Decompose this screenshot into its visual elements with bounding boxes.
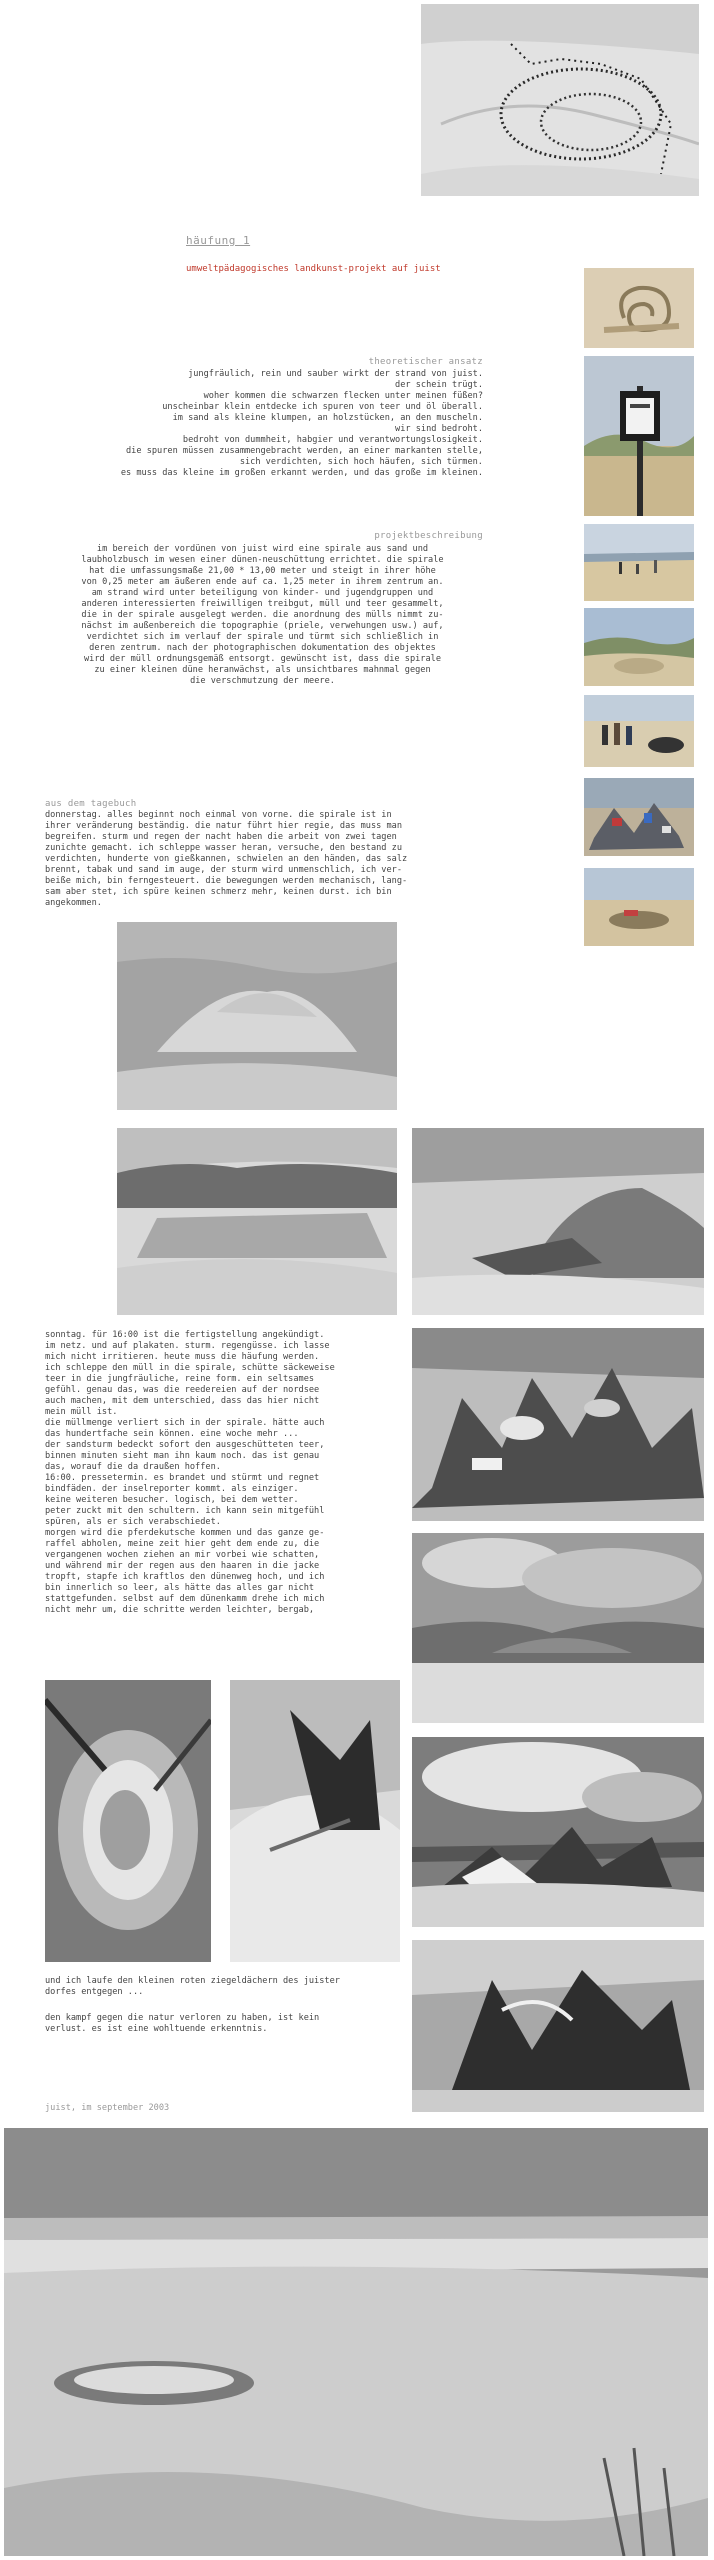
project-line: verdichtet sich im verlauf der spirale und türmt sich schließlich in (86, 632, 439, 642)
photo-nest-closeup (45, 1680, 211, 1962)
photo-dune-wall-right (412, 1128, 704, 1315)
project-line: wird der müll ordnungsgemäß entsorgt. gewünscht ist, dass die spirale (84, 654, 441, 664)
diary-line: begreifen. sturm und regen der nacht haben die arbeit von zwei tagen (45, 832, 397, 842)
diary-line: sonntag. für 16:00 ist die fertigstellung angekündigt. (45, 1330, 325, 1340)
theory-line: der schein trügt. (395, 380, 483, 390)
project-line: deren zentrum. nach der photographischen dokumentation des objektes (89, 643, 436, 653)
diary-line: spüren, als er sich verabschiedet. (45, 1517, 221, 1527)
diary-line: im netz. und auf plakaten. sturm. regengüsse. ich lasse (45, 1341, 330, 1351)
diary-paragraph-2 (45, 1330, 405, 1616)
photo-dune-wall-left (117, 1128, 397, 1315)
project-line: laubholzbusch im wesen einer dünen-neuschüttung errichtet. die spirale (81, 555, 444, 565)
thumbnail-debris-pile[interactable] (584, 778, 694, 856)
diary-line: stattgefunden. selbst auf dem dünenkamm drehe ich mich (45, 1594, 325, 1604)
project-line: hat die umfassungsmaße 21,00 * 13,00 meter und steigt in ihrer höhe (89, 566, 436, 576)
diary-line: gefühl. genau das, was die reedereien auf der nordsee (45, 1385, 320, 1395)
photo-wreckage-closeup (412, 1940, 704, 2112)
project-line: im bereich der vordünen von juist wird eine spirale aus sand und (96, 544, 429, 554)
signature: juist, im september 2003 (45, 2103, 170, 2113)
theory-line: jungfräulich, rein und sauber wirkt der strand von juist. (188, 369, 483, 379)
section-heading-project: projektbeschreibung (374, 531, 483, 541)
diary-paragraph-3 (45, 1976, 425, 1998)
diary-line: nicht mehr um, die schritte werden leichter, bergab, (45, 1605, 315, 1615)
section-project (40, 544, 485, 687)
diary-line: morgen wird die pferdekutsche kommen und das ganze ge- (45, 1528, 325, 1538)
theory-line: wir sind bedroht. (395, 424, 483, 434)
theory-line: die spuren müssen zusammengebracht werden, an einer markanten stelle, (126, 446, 483, 456)
theory-line: unscheinbar klein entdecke ich spuren von teer und öl überall. (162, 402, 483, 412)
theory-line: im sand als kleine klumpen, an holzstücken, an den muscheln. (172, 413, 483, 423)
diary-line: verdichten, hunderte von gießkannen, schwielen an den händen, das salz (45, 854, 408, 864)
thumbnail-beach-people[interactable] (584, 524, 694, 601)
diary-line: vergangenen wochen ziehen an mir vorbei wie schatten, (45, 1550, 320, 1560)
photo-sand-mound (117, 922, 397, 1110)
page-title: häufung 1 (186, 234, 251, 247)
diary-paragraph-4 (45, 2013, 425, 2035)
diary-line: binnen minuten sieht man ihn kaum noch. das ist genau (45, 1451, 320, 1461)
theory-line: bedroht von dummheit, habgier und verantwortungslosigkeit. (182, 435, 483, 445)
diary-line: raffel abholen, meine zeit hier geht dem ende zu, die (45, 1539, 320, 1549)
diary-line: tropft, stapfe ich kraftlos den dünenweg hoch, und ich (45, 1572, 325, 1582)
photo-wreckage-sky (412, 1737, 704, 1927)
diary-line: das hundertfache sein können. eine woche mehr ... (45, 1429, 299, 1439)
diary-line: zunichte gemacht. ich schleppe wasser heran, versuche, den bestand zu (45, 843, 402, 853)
diary-line: donnerstag. alles beginnt noch einmal von vorne. die spirale ist in (45, 810, 392, 820)
diary-line: brennt, tabak und sand im auge, der sturm wird unmenschlich, ich ver- (45, 865, 402, 875)
diary-line: und ich laufe den kleinen roten ziegeldächern des juister (45, 1976, 340, 1986)
diary-line: ich schleppe den müll in die spirale, schütte säckeweise (45, 1363, 335, 1373)
diary-line: teer in die jungfräuliche, reine form. ein seltsames (45, 1374, 315, 1384)
diary-paragraph-1 (45, 810, 485, 909)
thumbnail-spiral-sketch[interactable] (584, 268, 694, 348)
diary-line: die müllmenge verliert sich in der spirale. hätte auch (45, 1418, 325, 1428)
photo-wood-on-sand (230, 1680, 400, 1962)
theory-line: woher kommen die schwarzen flecken unter meinen füßen? (203, 391, 483, 401)
diary-line: mein müll ist. (45, 1407, 118, 1417)
project-line: die in der spirale ausgelegt werden. die anordnung des mülls nimmt zu- (81, 610, 444, 620)
diary-line: bindfäden. der inselreporter kommt. als einziger. (45, 1484, 299, 1494)
diary-line: den kampf gegen die natur verloren zu haben, ist kein (45, 2013, 320, 2023)
page-subtitle: umweltpädagogisches landkunst-projekt auf juist (186, 264, 441, 274)
photo-sky-dune (412, 1533, 704, 1723)
diary-line: bin innerlich so leer, als hätte das alles gar nicht (45, 1583, 315, 1593)
section-heading-theory: theoretischer ansatz (368, 357, 483, 367)
diary-line: dorfes entgegen ... (45, 1987, 144, 1997)
diary-line: und während mir der regen aus den haaren in die jacke (45, 1561, 320, 1571)
section-theory (20, 369, 483, 479)
thumbnail-sign-post[interactable] (584, 356, 694, 516)
diary-line: verlust. es ist eine wohltuende erkenntnis. (45, 2024, 268, 2034)
photo-debris-closeup (412, 1328, 704, 1521)
diary-line: mich nicht irritieren. heute muss die häufung werden. (45, 1352, 320, 1362)
project-line: die verschmutzung der meere. (190, 676, 335, 686)
diary-line: ihrer veränderung beständig. die natur führt hier regie, das muss man (45, 821, 402, 831)
diary-line: auch machen, mit dem unterschied, dass das hier nicht (45, 1396, 320, 1406)
project-line: zu einer kleinen düne heranwächst, als unsichtbares mahnmal gegen (94, 665, 431, 675)
diary-line: keine weiteren besucher. logisch, bei dem wetter. (45, 1495, 299, 1505)
diary-line: sam aber stet, ich spüre keinen schmerz mehr, keinen durst. ich bin (45, 887, 392, 897)
theory-line: sich verdichten, sich hoch häufen, sich türmen. (239, 457, 483, 467)
thumbnail-beach-figure[interactable] (584, 868, 694, 946)
diary-line: das, worauf die da draußen hoffen. (45, 1462, 221, 1472)
project-line: nächst im außenbereich die topographie (priele, verwehungen usw.) auf, (81, 621, 444, 631)
diary-line: peter zuckt mit den schultern. ich kann sein mitgefühl (45, 1506, 325, 1516)
section-heading-diary: aus dem tagebuch (45, 799, 137, 809)
project-line: am strand wird unter beteiligung von kinder- und jugendgruppen und (91, 588, 434, 598)
diary-line: angekommen. (45, 898, 102, 908)
thumbnail-group-beach[interactable] (584, 695, 694, 767)
project-line: von 0,25 meter am äußeren ende auf ca. 1,25 meter in ihrem zentrum an. (81, 577, 444, 587)
project-line: anderen interessierten freiwilligen treibgut, müll und teer gesammelt, (81, 599, 444, 609)
diary-line: 16:00. pressetermin. es brandet und stürmt und regnet (45, 1473, 320, 1483)
diary-line: beiße mich, bin ferngesteuert. die bewegungen werden mechanisch, lang- (45, 876, 408, 886)
theory-line: es muss das kleine im großen erkannt werden, und das große im kleinen. (120, 468, 483, 478)
diary-line: der sandsturm bedeckt sofort den ausgeschütteten teer, (45, 1440, 325, 1450)
thumbnail-dunes[interactable] (584, 608, 694, 686)
photo-beach-panorama (4, 2128, 708, 2556)
header-photo-spiral-stakes (421, 4, 699, 196)
